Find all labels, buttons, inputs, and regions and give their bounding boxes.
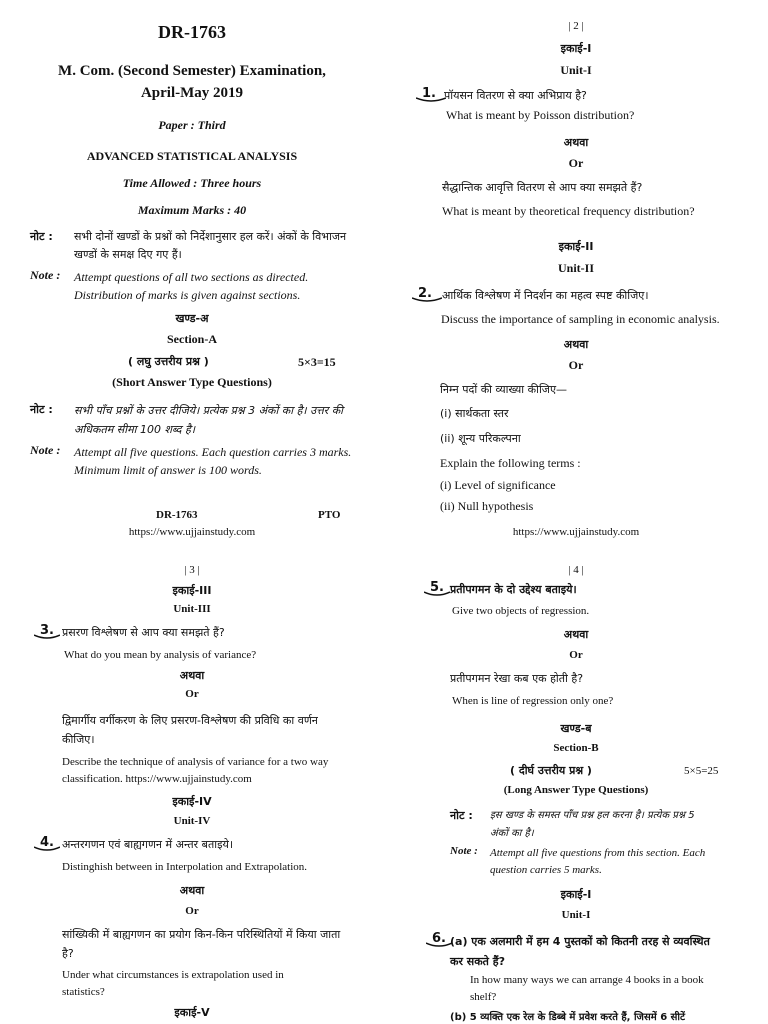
marks-scheme: 5×3=15 — [298, 355, 336, 369]
pen-mark-icon — [424, 590, 450, 598]
unit3-title: Unit-III — [173, 603, 211, 615]
unit2-title: Unit-II — [557, 261, 594, 275]
page-number: | 3 | — [184, 564, 200, 576]
or-hindi: अथवा — [179, 669, 205, 682]
or2-hindi: अथवा — [179, 884, 205, 897]
q1b-hindi: सैद्धान्तिक आवृत्ति वितरण से आप क्या समझते हैं? — [442, 181, 643, 194]
unit1-title: Unit-I — [560, 63, 592, 77]
page-3 — [0, 548, 384, 1024]
note2-hindi-label: नोट : — [30, 403, 53, 416]
page-1 — [0, 0, 384, 548]
q1-text: What is meant by Poisson distribution? — [446, 108, 635, 122]
unit4-hindi: इकाई-IV — [172, 795, 212, 808]
note2-hindi: सभी पाँच प्रश्नों के उत्तर दीजिये। प्रत्येक प्रश्न 3 अंकों का है। उत्तर की अधिकतम सीमा 100 शब्द है। — [74, 404, 344, 436]
q6b-hindi: (b) 5 व्यक्ति एक रेल के डिब्बे में प्रवेश करते हैं, जिसमें 6 सीटें — [450, 1012, 686, 1023]
note-hindi: सभी दोनों खण्डों के प्रश्नों को निर्देशानुसार हल करें। अंकों के विभाजन खण्डों के समक्ष दिए गए हैं। — [74, 230, 347, 261]
q6-number: 6. — [432, 931, 446, 946]
section-a-hindi: खण्ड-अ — [175, 312, 209, 325]
unit1-hindi: इकाई-I — [560, 42, 592, 55]
pen-mark-icon — [426, 941, 452, 949]
or-hindi: अथवा — [563, 628, 589, 641]
q3-text: What do you mean by analysis of variance? — [64, 649, 257, 661]
or2-label: Or — [185, 905, 199, 917]
note-text: Attempt all five questions from this section. Each question carries 5 marks. — [490, 847, 706, 876]
note2-text: Attempt all five questions. Each question carries 3 marks. Minimum limit of answer is 100 words. — [74, 445, 352, 477]
or-label: Or — [568, 156, 584, 170]
page-4 — [384, 548, 768, 1024]
q2b-hindi: निम्न पदों की व्याख्या कीजिए— — [440, 383, 568, 396]
section-a-title: Section-A — [167, 332, 217, 346]
q5b-hindi: प्रतीपगमन रेखा कब एक होती है? — [450, 672, 584, 685]
q1b-text: What is meant by theoretical frequency distribution? — [442, 204, 695, 218]
note2-label: Note : — [30, 443, 61, 457]
q2-text: Discuss the importance of sampling in economic analysis. — [441, 312, 720, 326]
unit1-title: Unit-I — [561, 909, 591, 921]
time-allowed: Time Allowed : Three hours — [122, 176, 262, 190]
q1-hindi: पॉयसन वितरण से क्या अभिप्राय है? — [444, 89, 587, 102]
note-hindi: इस खण्ड के समस्त पाँच प्रश्न हल करना है। प्रत्येक प्रश्न 5 अंकों का है। — [490, 810, 695, 839]
q2-number: 2. — [418, 286, 432, 301]
q1-number: 1. — [422, 86, 436, 101]
or2-label: Or — [568, 358, 584, 372]
long-answer-title: (Long Answer Type Questions) — [503, 784, 649, 796]
pen-mark-icon — [412, 296, 442, 304]
section-b-hindi: खण्ड-ब — [560, 722, 592, 735]
paper-number: Paper : Third — [158, 118, 226, 132]
long-answer-hindi: ( दीर्घ उत्तरीय प्रश्न ) — [510, 764, 592, 777]
subject-title: ADVANCED STATISTICAL ANALYSIS — [86, 149, 298, 163]
note-hindi-label: नोट : — [450, 809, 473, 822]
or-label: Or — [569, 649, 583, 661]
q5-hindi: प्रतीपगमन के दो उद्देश्य बताइये। — [450, 583, 577, 596]
q4-text: Distinghish between in Interpolation and Extrapolation. — [62, 861, 308, 873]
note-text: Attempt questions of all two sections as directed. Distribution of marks is given against sections. — [74, 270, 309, 302]
footer-pto: PTO — [318, 509, 341, 521]
pen-mark-icon — [34, 845, 60, 853]
exam-title: M. Com. (Second Semester) Examination, — [58, 63, 326, 79]
q6a-text: In how many ways we can arrange 4 books in a book shelf? — [470, 974, 704, 1003]
q2b-item-i: (i) Level of significance — [440, 478, 556, 492]
page2-url: https://www.ujjainstudy.com — [512, 526, 640, 538]
q3-hindi: प्रसरण विश्लेषण से आप क्या समझते हैं? — [62, 626, 225, 639]
q4-hindi: अन्तरगणन एवं बाह्यगणन में अन्तर बताइये। — [62, 838, 234, 851]
q5-text: Give two objects of regression. — [452, 605, 590, 617]
or-label: Or — [185, 688, 199, 700]
pen-mark-icon — [416, 96, 446, 104]
unit3-hindi: इकाई-III — [172, 584, 212, 597]
q3-number: 3. — [40, 623, 54, 638]
page-2 — [384, 0, 768, 548]
or-hindi: अथवा — [563, 136, 589, 149]
unit2-hindi: इकाई-II — [558, 240, 594, 253]
pen-mark-icon — [34, 633, 60, 641]
q6a-hindi: (a) एक अलमारी में हम 4 पुस्तकों को कितनी तरह से व्यवस्थित कर सकते हैं? — [450, 935, 710, 968]
unit5-hindi: इकाई-V — [174, 1006, 210, 1019]
q2b-item-ii: (ii) Null hypothesis — [440, 499, 534, 513]
q4b-text: Under what circumstances is extrapolation used in statistics? — [62, 969, 284, 998]
note-hindi-label: नोट : — [30, 230, 53, 243]
q4-number: 4. — [40, 835, 54, 850]
unit4-title: Unit-IV — [173, 815, 211, 827]
q2b-item-i-hindi: (i) सार्थकता स्तर — [440, 407, 509, 420]
note-label: Note : — [30, 268, 61, 282]
q5b-text: When is line of regression only one? — [452, 695, 614, 707]
q2b-text: Explain the following terms : — [440, 456, 581, 470]
section-b-title: Section-B — [553, 742, 599, 754]
unit1-hindi: इकाई-I — [560, 888, 592, 901]
paper-code: DR-1763 — [158, 22, 226, 42]
exam-session: April-May 2019 — [140, 85, 244, 101]
q2b-item-ii-hindi: (ii) शून्य परिकल्पना — [440, 432, 521, 445]
page1-url: https://www.ujjainstudy.com — [128, 526, 256, 538]
marks-scheme: 5×5=25 — [684, 765, 719, 777]
or2-hindi: अथवा — [563, 338, 589, 351]
q3b-hindi: द्विमार्गीय वर्गीकरण के लिए प्रसरण-विश्लेषण की प्रविधि का वर्णन कीजिए। — [62, 714, 318, 746]
q4b-hindi: सांख्यिकी में बाह्यगणन का प्रयोग किन-किन परिस्थितियों में किया जाता है? — [62, 928, 341, 960]
q3b-url: https://www.ujjainstudy.com — [125, 773, 252, 785]
short-answer-title: (Short Answer Type Questions) — [112, 375, 272, 389]
note-label: Note : — [450, 845, 478, 857]
footer-code: DR-1763 — [156, 509, 198, 521]
page-number: | 2 | — [568, 20, 584, 32]
q5-number: 5. — [430, 580, 444, 595]
short-answer-hindi: ( लघु उत्तरीय प्रश्न ) — [128, 355, 209, 368]
q3b-text: Describe the technique of analysis of variance for a two way classification. https://www.ujjainstudy.com — [62, 756, 329, 785]
page-number: | 4 | — [568, 564, 584, 576]
q2-hindi: आर्थिक विश्लेषण में निदर्शन का महत्व स्पष्ट कीजिए। — [442, 289, 649, 302]
maximum-marks: Maximum Marks : 40 — [137, 203, 247, 217]
